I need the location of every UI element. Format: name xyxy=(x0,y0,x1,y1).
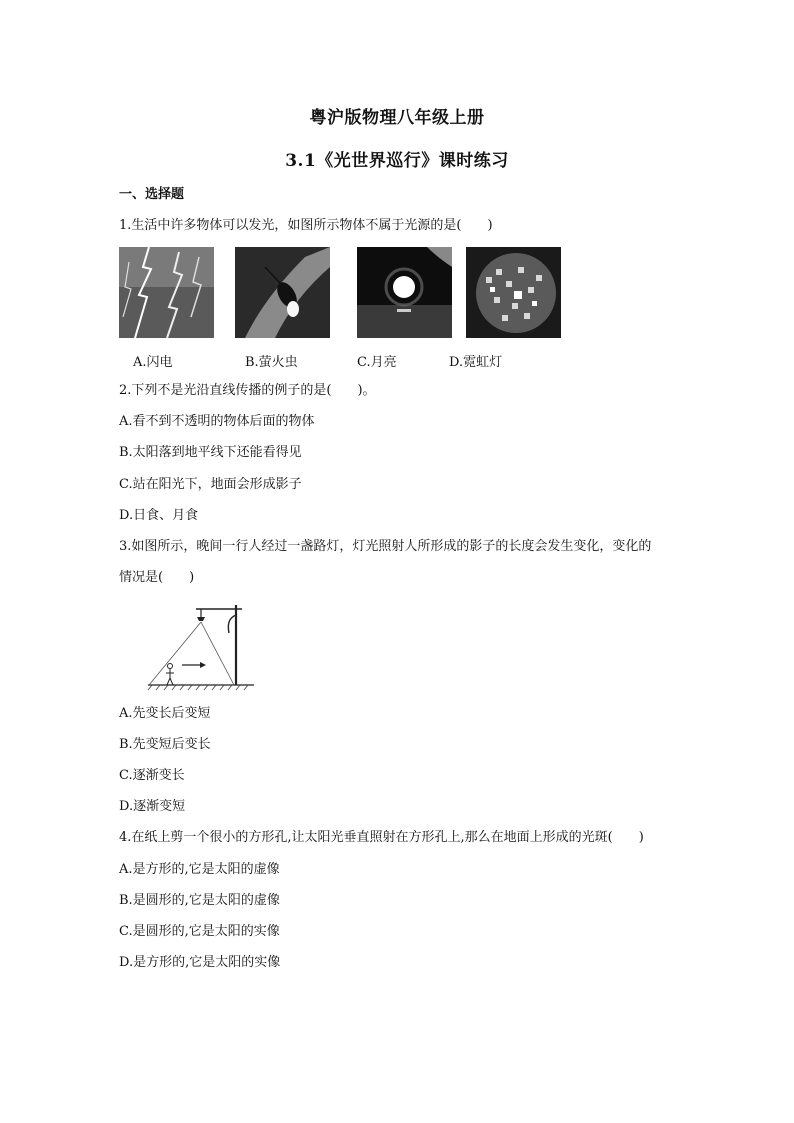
question-2-option-a: A.看不到不透明的物体后面的物体 xyxy=(119,414,315,429)
question-1-option-c: C.月亮 xyxy=(357,355,397,370)
document-subtitle: 3.1《光世界巡行》课时练习 xyxy=(285,151,509,171)
question-3-option-a: A.先变长后变短 xyxy=(119,706,211,721)
question-3-stem-continued: 情况是( ) xyxy=(119,570,195,585)
question-1-option-a: A.闪电 xyxy=(133,355,173,370)
question-2-option-d: D.日食、月食 xyxy=(119,508,199,523)
document-title: 粤沪版物理八年级上册 xyxy=(309,108,485,128)
question-2-option-c: C.站在阳光下，地面会形成影子 xyxy=(119,477,302,492)
question-3-option-d: D.逐渐变短 xyxy=(119,799,186,814)
lightning-photo xyxy=(119,247,214,338)
question-3-option-c: C.逐渐变长 xyxy=(119,768,185,783)
question-1-stem: 1.生活中许多物体可以发光，如图所示物体不属于光源的是( ) xyxy=(119,218,493,233)
question-1-option-b: B.萤火虫 xyxy=(245,355,298,370)
question-4-option-c: C.是圆形的,它是太阳的实像 xyxy=(119,924,280,939)
question-4-option-b: B.是圆形的,它是太阳的虚像 xyxy=(119,893,280,908)
question-2-option-b: B.太阳落到地平线下还能看得见 xyxy=(119,445,302,460)
question-4-stem: 4.在纸上剪一个很小的方形孔,让太阳光垂直照射在方形孔上,那么在地面上形成的光斑( ) xyxy=(119,830,644,845)
disco-ball-photo xyxy=(466,247,561,338)
question-1-option-d: D.霓虹灯 xyxy=(449,355,503,370)
question-4-option-d: D.是方形的,它是太阳的实像 xyxy=(119,955,281,970)
question-3-option-b: B.先变短后变长 xyxy=(119,737,211,752)
question-4-option-a: A.是方形的,它是太阳的虚像 xyxy=(119,862,280,877)
moon-photo xyxy=(357,247,452,338)
section-heading: 一、选择题 xyxy=(119,187,185,202)
firefly-photo xyxy=(235,247,330,338)
streetlamp-diagram xyxy=(146,603,256,691)
question-2-stem: 2.下列不是光沿直线传播的例子的是( )。 xyxy=(119,383,376,398)
question-3-stem: 3.如图所示，晚间一行人经过一盏路灯，灯光照射人所形成的影子的长度会发生变化，变化的 xyxy=(119,539,652,554)
